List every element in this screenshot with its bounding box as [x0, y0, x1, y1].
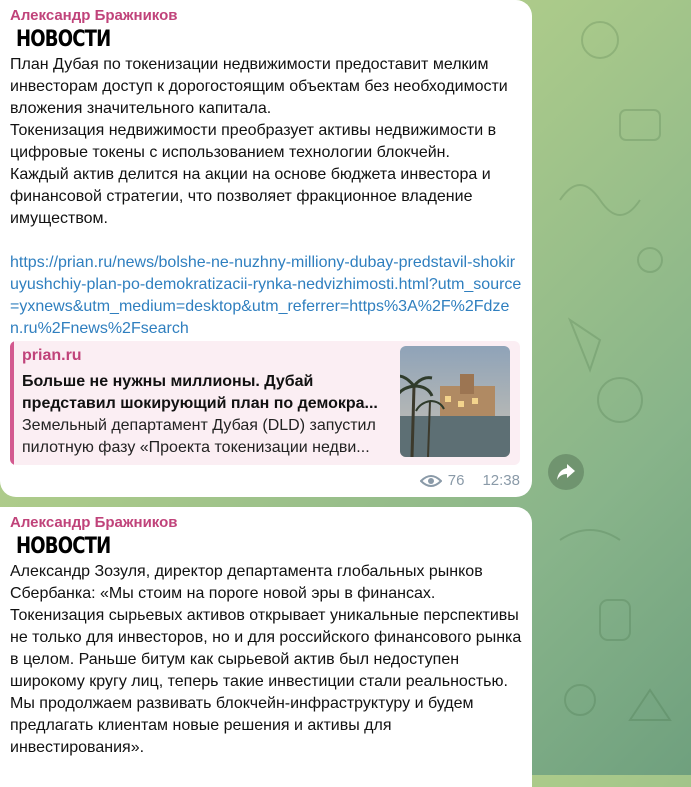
message-meta [420, 472, 520, 489]
preview-description: Земельный департамент Дубая (DLD) запустил пилотную фазу «Проекта токенизации недви... [22, 417, 376, 456]
message-text: План Дубая по токенизации недвижимости предоставит мелким инвесторам доступ к дорогостоящим объектам без необходимости вложения значительного капитала. Токенизация недвижимости преобразует активы недвижимости в цифровые токены с использованием технологии блокчейн. Каждый актив делится на акции на основе бюджета инвестора и финансовой стратегии, что позволяет фракционное владение имуществом. [10, 56, 508, 227]
author-name[interactable]: Александр Бражников [10, 514, 178, 531]
message-link[interactable]: https://prian.ru/news/bolshe-ne-nuzhny-milliony-dubay-predstavil-shokiruyushchiy-plan-po-demokratizacii-rynka-nedvizhimosti.html?utm_source=yxnews&utm_medium=desktop&utm_referrer=https%3A%2F%2Fdzen.ru%2Fnews%2Fsearch [10, 254, 522, 337]
message-bubble[interactable] [0, 507, 532, 787]
message-time: 12:38 [482, 472, 520, 489]
preview-thumbnail[interactable] [400, 346, 510, 457]
share-arrow-icon [556, 463, 576, 481]
view-count: 76 [447, 472, 465, 489]
preview-title: Больше не нужны миллионы. Дубай представил шокирующий план по демокра... [22, 373, 378, 412]
news-title: НОВОСТИ [16, 534, 111, 559]
news-title: НОВОСТИ [16, 27, 111, 52]
author-name[interactable]: Александр Бражников [10, 7, 178, 24]
preview-accent-bar [10, 341, 14, 465]
link-preview[interactable] [10, 341, 520, 465]
preview-site: prian.ru [22, 347, 82, 364]
views-eye-icon [420, 474, 442, 488]
message-text: Александр Зозуля, директор департамента глобальных рынков Сбербанка: «Мы стоим на пороге новой эры в финансах. Токенизация сырьевых активов открывает уникальные перспективы не только для инвесторов, но и для российского финансового рынка в целом. Раньше битум как сырьевой актив был недоступен широкому кругу лиц, теперь такие инвестиции стали реальностью. Мы продолжаем развивать блокчейн-инфраструктуру и будем предлагать клиентам новые решения и активы для инвестирования». [10, 563, 522, 756]
share-button[interactable] [548, 454, 584, 490]
message-bubble[interactable] [0, 0, 532, 497]
